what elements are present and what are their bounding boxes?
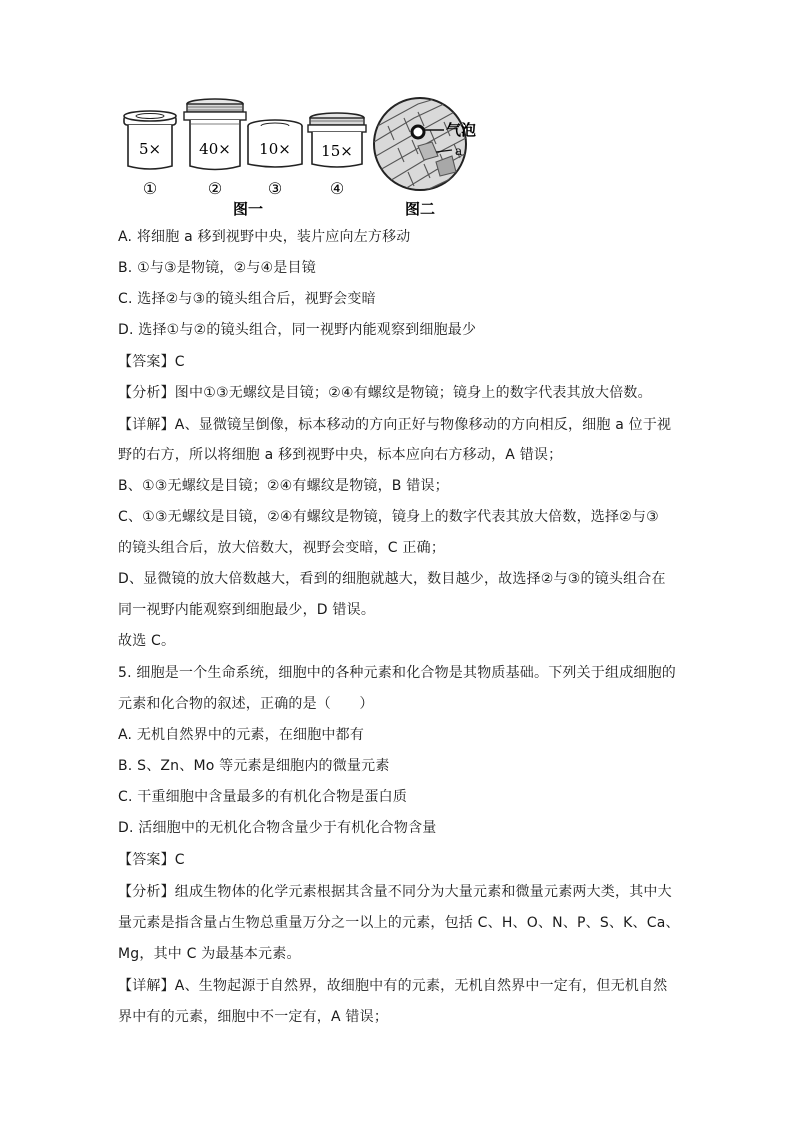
lens-1-num: ①	[142, 179, 158, 198]
q4-detail-line: D、显微镜的放大倍数越大，看到的细胞就越大，数目越少，故选择②与③的镜头组合在	[118, 571, 666, 587]
lens-4	[308, 113, 366, 198]
q4-detail-line: 的镜头组合后，放大倍数大，视野会变暗，C 正确；	[118, 540, 446, 556]
q4-detail-line: 野的右方，所以将细胞 a 移到视野中央，标本应向右方移动，A 错误；	[118, 447, 563, 463]
lens-4-num: ④	[329, 179, 345, 198]
q4-analysis: 【分析】图中①③无螺纹是目镜；②④有螺纹是物镜；镜身上的数字代表其放大倍数。	[118, 385, 652, 401]
q4-detail-line: B、①③无螺纹是目镜；②④有螺纹是物镜，B 错误；	[118, 478, 449, 494]
lens-2-num: ②	[207, 179, 223, 198]
q4-conclusion: 故选 C。	[118, 633, 176, 649]
q5-stem: 5. 细胞是一个生命系统，细胞中的各种元素和化合物是其物质基础。下列关于组成细胞的	[118, 665, 677, 681]
q5-answer: 【答案】C	[118, 852, 185, 868]
q4-detail-line: C、①③无螺纹是目镜，②④有螺纹是物镜，镜身上的数字代表其放大倍数，选择②与③	[118, 509, 659, 525]
q5-analysis-line: Mg，其中 C 为最基本元素。	[118, 946, 301, 962]
q5-option-b: B. S、Zn、Mo 等元素是细胞内的微量元素	[118, 758, 390, 774]
lens-3-num: ③	[267, 179, 283, 198]
q5-detail-line: 【详解】A、生物起源于自然界，故细胞中有的元素，无机自然界中一定有，但无机自然	[118, 978, 668, 994]
q5-option-d: D. 活细胞中的无机化合物含量少于有机化合物含量	[118, 820, 437, 836]
q4-option-c: C. 选择②与③的镜头组合后，视野会变暗	[118, 291, 376, 307]
lens-2	[184, 99, 246, 198]
q5-option-c: C. 干重细胞中含量最多的有机化合物是蛋白质	[118, 789, 408, 805]
q4-option-b: B. ①与③是物镜，②与④是目镜	[118, 260, 316, 276]
lens-1-mag: 5×	[138, 140, 162, 158]
bubble-label: 气泡	[446, 121, 477, 139]
q5-stem: 元素和化合物的叙述，正确的是（ ）	[118, 696, 374, 712]
q5-analysis-line: 量元素是指含量占生物总重量万分之一以上的元素，包括 C、H、O、N、P、S、K、Ca、	[118, 915, 680, 931]
lens-3	[248, 120, 302, 198]
figure-2-label: 图二	[404, 200, 436, 218]
lens-2-mag: 40×	[199, 140, 231, 158]
figure-1-label: 图一	[232, 200, 264, 218]
q4-answer: 【答案】C	[118, 354, 185, 370]
q4-option-d: D. 选择①与②的镜头组合，同一视野内能观察到细胞最少	[118, 322, 477, 338]
q5-option-a: A. 无机自然界中的元素，在细胞中都有	[118, 727, 365, 743]
lens-4-mag: 15×	[321, 142, 353, 160]
q4-option-a: A. 将细胞 a 移到视野中央，装片应向左方移动	[118, 229, 411, 245]
q5-analysis-line: 【分析】组成生物体的化学元素根据其含量不同分为大量元素和微量元素两大类，其中大	[118, 884, 672, 900]
air-bubble	[412, 126, 424, 138]
lens-3-mag: 10×	[259, 140, 291, 158]
q4-detail-line: 【详解】A、显微镜呈倒像，标本移动的方向正好与物像移动的方向相反，细胞 a 位于视	[118, 417, 672, 433]
field-of-view	[374, 98, 476, 196]
q4-detail-line: 同一视野内能观察到细胞最少，D 错误。	[118, 602, 376, 618]
cell-a-label: a	[455, 144, 463, 158]
lens-1	[124, 111, 176, 198]
microscope-lens-figure	[118, 96, 538, 222]
q5-detail-line: 界中有的元素，细胞中不一定有，A 错误；	[118, 1009, 389, 1025]
